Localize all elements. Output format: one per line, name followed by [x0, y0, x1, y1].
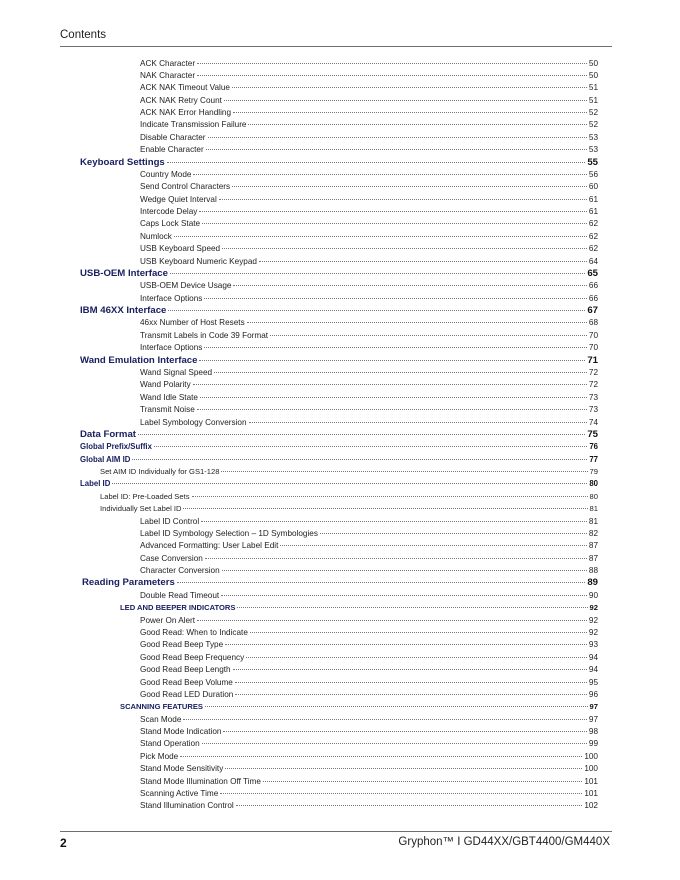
toc-dot-leader [197, 75, 587, 76]
toc-entry-page: 62 [588, 219, 598, 229]
toc-entry-title: Label ID: Pre-Loaded Sets [100, 491, 190, 501]
toc-entry[interactable] [120, 602, 598, 613]
toc-dot-leader [236, 805, 583, 806]
toc-entry[interactable] [120, 701, 598, 712]
toc-entry[interactable] [140, 132, 598, 143]
toc-entry[interactable] [140, 379, 598, 390]
toc-entry-title: Wedge Quiet Interval [140, 194, 217, 204]
toc-entry[interactable] [140, 553, 598, 564]
toc-entry-page: 51 [588, 95, 598, 105]
toc-entry-title: IBM 46XX Interface [80, 305, 167, 317]
toc-entry[interactable] [140, 218, 598, 229]
toc-entry-title: LED AND BEEPER INDICATORS [120, 603, 236, 613]
toc-entry[interactable] [140, 540, 598, 551]
toc-entry[interactable] [80, 157, 598, 169]
toc-entry[interactable] [140, 280, 598, 291]
toc-entry-page: 92 [588, 627, 598, 637]
toc-dot-leader [224, 100, 587, 101]
toc-entry-title: ACK NAK Error Handling [140, 108, 232, 118]
toc-dot-leader [225, 644, 587, 645]
toc-entry[interactable] [100, 491, 598, 502]
toc-dot-leader [204, 347, 587, 348]
toc-entry-title: USB Keyboard Numeric Keypad [140, 256, 257, 266]
toc-entry-page: 73 [588, 392, 598, 402]
toc-entry[interactable] [140, 194, 598, 205]
toc-entry-title: Label ID Control [140, 516, 200, 526]
toc-dot-leader [235, 682, 587, 683]
toc-dot-leader [167, 162, 586, 163]
toc-entry-page: 95 [588, 677, 598, 687]
toc-dot-leader [280, 545, 587, 546]
toc-entry-page: 87 [588, 553, 598, 563]
toc-entry[interactable] [140, 231, 598, 242]
toc-entry-title: Label Symbology Conversion [140, 417, 247, 427]
footer-page-number: 2 [60, 836, 67, 850]
toc-entry-page: 89 [587, 577, 598, 589]
toc-entry-page: 92 [588, 615, 598, 625]
toc-entry-page: 64 [588, 256, 598, 266]
toc-entry-page: 52 [588, 108, 598, 118]
toc-entry-title: ACK Character [140, 58, 196, 68]
toc-entry[interactable] [80, 268, 598, 280]
toc-entry-page: 99 [588, 739, 598, 749]
toc-entry-title: Wand Idle State [140, 392, 198, 402]
toc-entry-page: 70 [588, 330, 598, 340]
toc-entry[interactable] [80, 429, 598, 441]
toc-entry-title: Wand Signal Speed [140, 368, 213, 377]
toc-entry[interactable] [80, 441, 598, 452]
toc-entry-page: 66 [588, 293, 598, 303]
toc-entry[interactable] [140, 788, 598, 799]
toc-entry-title: NAK Character [140, 70, 196, 80]
toc-entry[interactable] [140, 751, 598, 762]
toc-entry-title: Keyboard Settings [80, 156, 165, 168]
toc-dot-leader [112, 483, 587, 484]
page-header-title: Contents [60, 29, 107, 41]
toc-entry-title: Individually Set Label ID [100, 504, 182, 514]
toc-entry[interactable] [140, 738, 598, 749]
toc-entry-title: Wand Polarity [140, 380, 191, 390]
toc-entry-page: 72 [588, 380, 598, 390]
toc-entry-title: Case Conversion [140, 553, 203, 563]
toc-dot-leader [206, 149, 587, 150]
toc-dot-leader [225, 768, 582, 769]
toc-entry-page: 50 [588, 70, 598, 80]
toc-entry[interactable] [140, 107, 598, 118]
toc-entry-page: 92 [589, 603, 598, 613]
toc-entry[interactable] [80, 355, 598, 367]
toc-entry-page: 61 [588, 207, 598, 217]
toc-entry-title: Reading Parameters [82, 577, 175, 589]
toc-dot-leader [250, 632, 587, 633]
toc-dot-leader [202, 743, 587, 744]
toc-entry[interactable] [140, 256, 598, 267]
toc-entry[interactable] [140, 417, 598, 428]
toc-entry-title: Global AIM ID [80, 454, 131, 464]
toc-dot-leader [174, 236, 587, 237]
toc-entry-page: 60 [588, 182, 598, 192]
toc-entry[interactable] [140, 70, 598, 81]
toc-dot-leader [246, 657, 587, 658]
toc-entry[interactable] [140, 652, 598, 663]
toc-dot-leader [220, 793, 582, 794]
toc-entry[interactable] [140, 590, 598, 601]
footer-product-name: Gryphon™ I GD44XX/GBT4400/GM440X [398, 836, 610, 848]
toc-entry[interactable] [140, 169, 598, 180]
toc-entry-page: 88 [588, 566, 598, 576]
toc-dot-leader [270, 335, 587, 336]
toc-entry-title: Disable Character [140, 132, 206, 142]
toc-entry[interactable] [140, 565, 598, 576]
toc-dot-leader [200, 397, 587, 398]
toc-dot-leader [138, 434, 585, 435]
toc-dot-leader [183, 719, 586, 720]
toc-entry-page: 52 [588, 120, 598, 130]
toc-entry-title: Label ID Symbology Selection – 1D Symbologies [140, 528, 318, 538]
toc-entry-page: 80 [589, 491, 598, 501]
toc-dot-leader [199, 360, 585, 361]
toc-entry-page: 90 [588, 590, 598, 600]
toc-dot-leader [223, 731, 586, 732]
toc-entry[interactable] [140, 800, 598, 811]
toc-entry-title: Set AIM ID Individually for GS1-128 [100, 467, 220, 477]
toc-entry-page: 66 [588, 281, 598, 291]
toc-entry-page: 76 [589, 442, 598, 452]
toc-entry[interactable] [140, 95, 598, 106]
toc-entry-page: 73 [588, 405, 598, 415]
toc-entry-title: Character Conversion [140, 566, 220, 576]
toc-entry[interactable] [140, 615, 598, 626]
toc-entry[interactable] [140, 689, 598, 700]
toc-entry[interactable] [140, 293, 598, 304]
toc-entry-page: 101 [584, 776, 598, 786]
toc-entry-title: Good Read Beep Volume [140, 677, 233, 687]
toc-entry-page: 96 [588, 689, 598, 699]
toc-dot-leader [199, 211, 587, 212]
toc-entry-title: ACK NAK Retry Count [140, 95, 222, 105]
toc-entry-page: 71 [587, 354, 598, 366]
toc-entry[interactable] [140, 516, 598, 527]
toc-dot-leader [249, 422, 587, 423]
toc-entry-title: Power On Alert [140, 615, 196, 625]
toc-entry-title: Label ID [80, 479, 111, 489]
toc-dot-leader [235, 694, 587, 695]
toc-entry[interactable] [140, 627, 598, 638]
toc-entry-page: 65 [587, 267, 598, 279]
toc-dot-leader [201, 521, 587, 522]
toc-entry-title: ACK NAK Timeout Value [140, 83, 230, 93]
toc-dot-leader [180, 756, 582, 757]
toc-entry-title: Stand Mode Sensitivity [140, 764, 224, 774]
toc-entry[interactable] [140, 677, 598, 688]
toc-dot-leader [233, 669, 587, 670]
toc-entry[interactable] [140, 726, 598, 737]
toc-entry-title: Stand Illumination Control [140, 801, 234, 811]
toc-entry[interactable] [80, 454, 598, 465]
toc-entry-page: 61 [588, 194, 598, 204]
toc-entry-page: 81 [588, 516, 598, 526]
toc-entry[interactable] [140, 144, 598, 155]
toc-entry[interactable] [140, 404, 598, 415]
toc-dot-leader [263, 781, 582, 782]
toc-dot-leader [222, 248, 587, 249]
toc-entry-page: 50 [588, 58, 598, 68]
toc-entry-title: Wand Emulation Interface [80, 354, 198, 366]
toc-entry-title: USB-OEM Interface [80, 267, 168, 279]
toc-entry-page: 100 [584, 751, 598, 761]
toc-entry-title: Numlock [140, 231, 172, 241]
toc-entry-page: 55 [587, 156, 598, 168]
toc-entry-title: Stand Operation [140, 739, 200, 749]
toc-entry[interactable] [140, 392, 598, 403]
toc-entry-page: 80 [589, 479, 598, 489]
toc-entry-title: Scan Mode [140, 714, 182, 724]
toc-entry-title: USB-OEM Device Usage [140, 281, 232, 291]
toc-entry-title: Good Read Beep Length [140, 665, 231, 675]
toc-entry-title: Enable Character [140, 145, 204, 155]
toc-entry-page: 100 [584, 764, 598, 774]
toc-entry-page: 97 [588, 714, 598, 724]
toc-entry-title: Stand Mode Illumination Off Time [140, 776, 261, 786]
toc-dot-leader [205, 706, 588, 707]
toc-entry-page: 67 [587, 305, 598, 317]
toc-entry-page: 53 [588, 132, 598, 142]
toc-entry-title: Advanced Formatting: User Label Edit [140, 541, 279, 551]
toc-entry-title: Country Mode [140, 169, 192, 179]
toc-entry-page: 77 [589, 454, 598, 464]
toc-dot-leader [247, 322, 587, 323]
toc-entry-title: SCANNING FEATURES [120, 702, 203, 712]
toc-entry-page: 62 [588, 244, 598, 254]
toc-entry[interactable] [140, 639, 598, 650]
toc-entry[interactable] [140, 119, 598, 130]
toc-entry-title: Pick Mode [140, 751, 179, 761]
toc-entry[interactable] [100, 466, 598, 477]
toc-dot-leader [170, 273, 585, 274]
toc-dot-leader [183, 508, 587, 509]
toc-dot-leader [197, 409, 587, 410]
toc-dot-leader [237, 607, 587, 608]
toc-dot-leader [197, 63, 587, 64]
toc-entry[interactable] [82, 577, 598, 589]
toc-entry-title: Interface Options [140, 343, 203, 353]
toc-entry[interactable] [140, 243, 598, 254]
toc-dot-leader [233, 112, 587, 113]
toc-entry-page: 56 [588, 169, 598, 179]
toc-entry[interactable] [80, 305, 598, 317]
toc-entry-title: Double Read Timeout [140, 590, 220, 600]
toc-entry[interactable] [140, 776, 598, 787]
toc-entry[interactable] [140, 367, 598, 378]
toc-dot-leader [208, 137, 587, 138]
toc-entry-title: Transmit Labels in Code 39 Format [140, 330, 269, 340]
toc-dot-leader [192, 496, 588, 497]
toc-entry-page: 87 [588, 541, 598, 551]
toc-entry-page: 82 [588, 528, 598, 538]
toc-entry[interactable] [140, 714, 598, 725]
toc-entry-page: 68 [588, 318, 598, 328]
toc-entry-title: Good Read: When to Indicate [140, 627, 248, 637]
toc-dot-leader [193, 384, 587, 385]
toc-dot-leader [132, 459, 587, 460]
toc-entry-title: 46xx Number of Host Resets [140, 318, 245, 328]
toc-entry[interactable] [140, 342, 598, 353]
toc-entry-title: Good Read Beep Type [140, 640, 224, 650]
toc-entry-page: 79 [589, 467, 598, 477]
toc-entry-title: Interface Options [140, 293, 203, 303]
toc-entry-title: Caps Lock State [140, 219, 201, 229]
toc-entry-page: 81 [589, 504, 598, 514]
toc-entry-title: Intercode Delay [140, 207, 198, 217]
toc-entry-title: Data Format [80, 428, 136, 440]
toc-entry-page: 101 [584, 788, 598, 798]
toc-dot-leader [177, 582, 586, 583]
toc-dot-leader [197, 620, 587, 621]
footer-divider [60, 831, 612, 832]
toc-entry[interactable] [80, 478, 598, 489]
toc-dot-leader [154, 446, 587, 447]
toc-entry-title: Send Control Characters [140, 182, 231, 192]
toc-entry[interactable] [140, 58, 598, 69]
toc-dot-leader [214, 372, 587, 373]
toc-dot-leader [233, 285, 586, 286]
toc-entry[interactable] [140, 181, 598, 192]
toc-dot-leader [320, 533, 587, 534]
toc-dot-leader [204, 298, 587, 299]
toc-entry[interactable] [140, 330, 598, 341]
toc-entry-title: Good Read LED Duration [140, 689, 234, 699]
toc-entry-page: 93 [588, 640, 598, 650]
toc-dot-leader [205, 558, 587, 559]
toc-entry[interactable] [140, 763, 598, 774]
toc-entry-page: 51 [588, 83, 598, 93]
toc-dot-leader [248, 124, 586, 125]
toc-dot-leader [259, 261, 587, 262]
toc-entry[interactable] [100, 503, 598, 514]
toc-entry-page: 53 [588, 145, 598, 155]
toc-entry-page: 94 [588, 665, 598, 675]
toc-entry-title: Stand Mode Indication [140, 727, 222, 737]
toc-entry-title: Indicate Transmission Failure [140, 120, 247, 130]
toc-entry[interactable] [140, 206, 598, 217]
toc-entry-title: Good Read Beep Frequency [140, 652, 245, 662]
toc-dot-leader [193, 174, 586, 175]
toc-entry[interactable] [140, 317, 598, 328]
toc-entry-title: USB Keyboard Speed [140, 244, 221, 254]
toc-entry-page: 62 [588, 231, 598, 241]
toc-entry-title: Transmit Noise [140, 405, 195, 415]
toc-entry-page: 97 [589, 702, 598, 712]
toc-entry-page: 74 [588, 417, 598, 427]
toc-dot-leader [221, 471, 587, 472]
toc-dot-leader [219, 199, 587, 200]
toc-entry-page: 75 [587, 428, 598, 440]
toc-entry[interactable] [140, 528, 598, 539]
toc-entry[interactable] [140, 82, 598, 93]
toc-entry[interactable] [140, 664, 598, 675]
toc-entry-page: 102 [584, 801, 598, 811]
toc-entry-page: 98 [588, 727, 598, 737]
toc-entry-page: 94 [588, 652, 598, 662]
toc-dot-leader [232, 87, 587, 88]
toc-dot-leader [232, 186, 587, 187]
toc-entry-title: Scanning Active Time [140, 788, 219, 798]
toc-dot-leader [202, 223, 587, 224]
toc-dot-leader [222, 570, 587, 571]
toc-entry-page: 70 [588, 343, 598, 353]
toc-dot-leader [168, 310, 585, 311]
toc-dot-leader [221, 595, 587, 596]
toc-entry-title: Global Prefix/Suffix [80, 442, 152, 452]
toc-entry-page: 72 [588, 368, 598, 377]
